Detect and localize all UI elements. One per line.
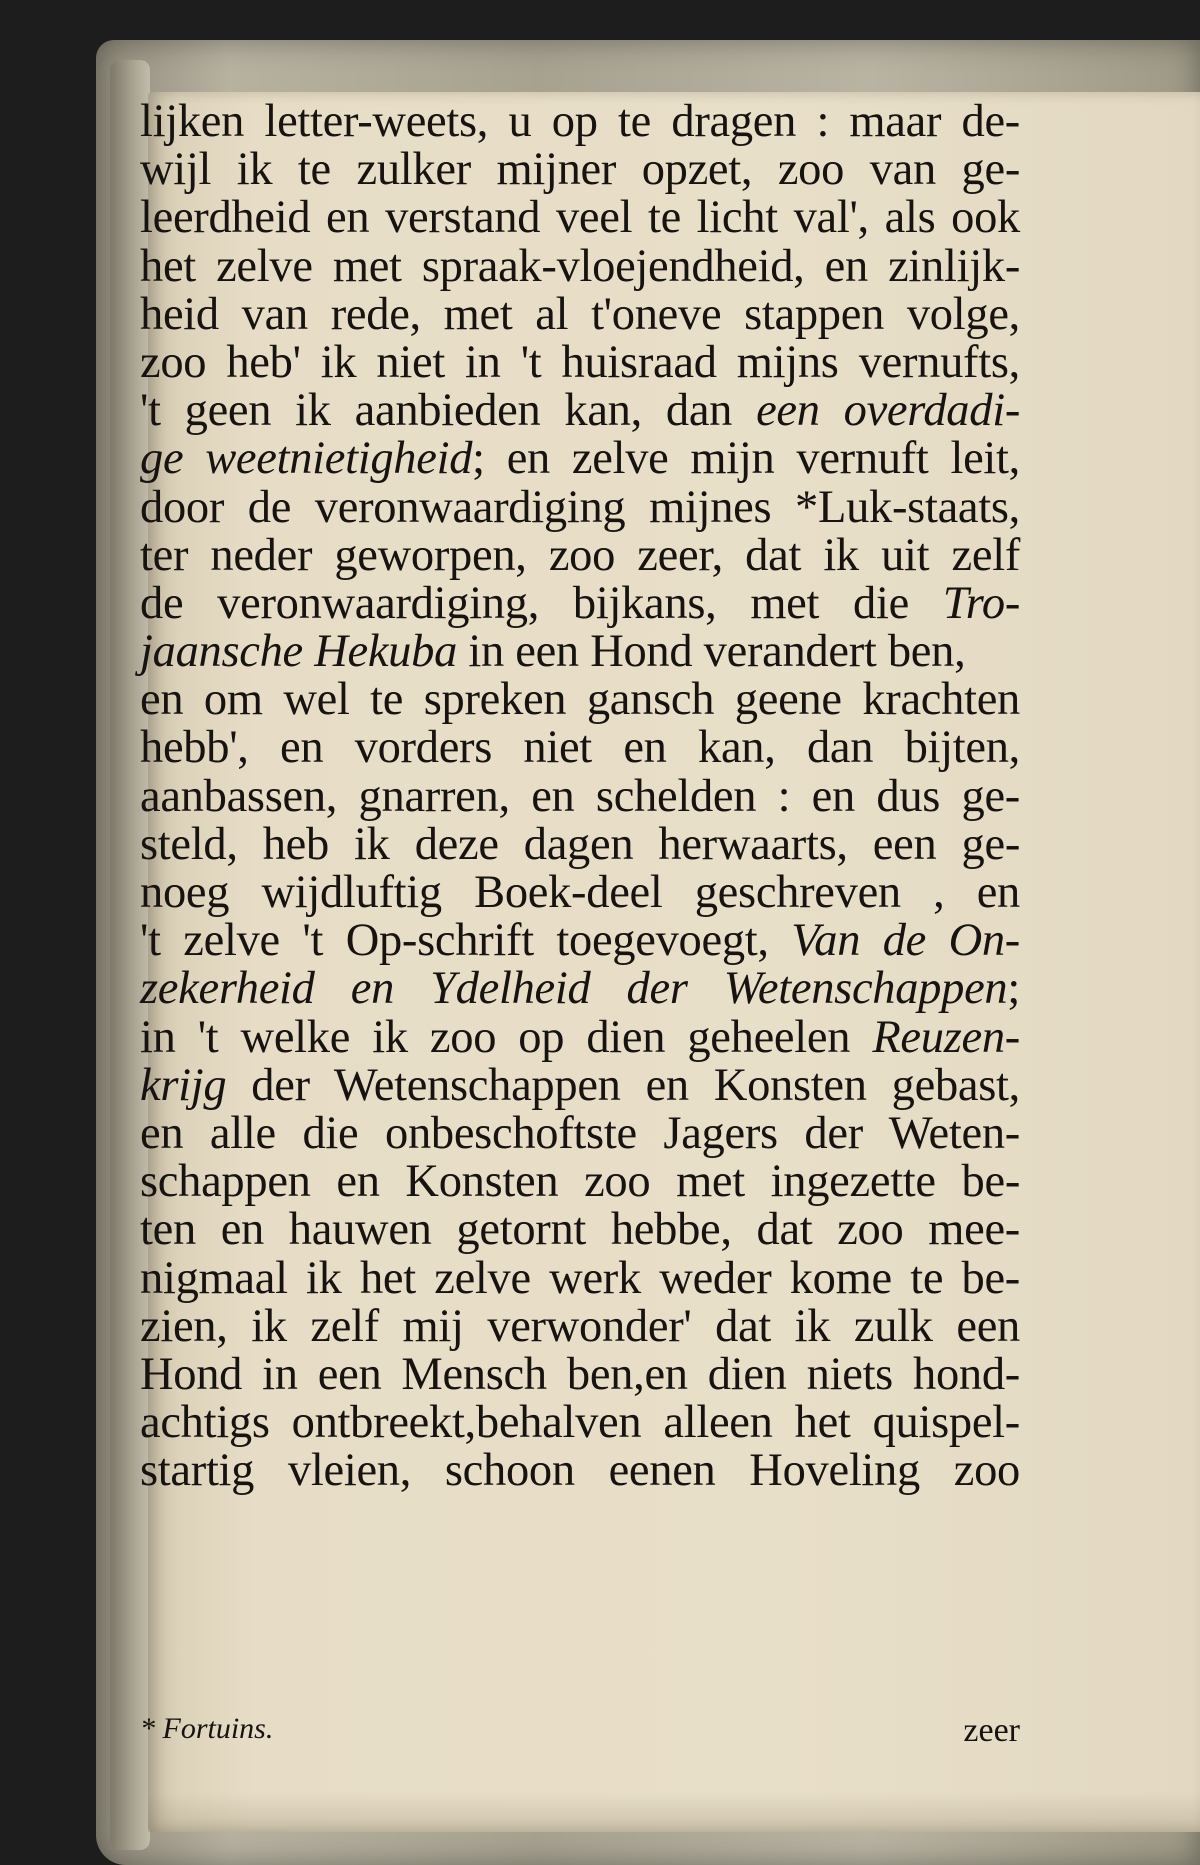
text-line <box>140 1300 1020 1352</box>
text-line <box>140 818 1020 870</box>
text-line <box>140 917 1020 965</box>
line-text: noeg wijdluftig Boek-deel geschreven , en <box>140 867 1020 918</box>
line-text: 't zelve 't Op-schrift toegevoegt, <box>140 915 792 967</box>
text-line <box>140 1059 1020 1111</box>
text-line <box>140 336 1020 388</box>
text-line <box>140 435 1020 483</box>
line-text: het zelve met spraak-vloejendheid, en zinlijk- <box>140 240 1020 292</box>
page-text <box>140 98 1020 1495</box>
text-line <box>140 529 1020 581</box>
line-text: zien, ik zelf mij verwonder' dat ik zulk een <box>140 1300 1020 1352</box>
catchword: zeer <box>963 1712 1020 1749</box>
text-line <box>140 577 1020 629</box>
text-line <box>140 1107 1020 1159</box>
line-text: ; <box>1007 963 1020 1015</box>
text-line <box>140 628 1020 676</box>
footnote: * Fortuins. <box>140 1712 274 1745</box>
line-text: Hond in een Mensch ben,en dien niets hond- <box>140 1348 1020 1400</box>
text-line <box>140 194 1020 242</box>
line-text: lijken letter-weets, u op te dragen : maar de- <box>140 96 1020 147</box>
text-line <box>140 676 1020 724</box>
text-line <box>140 98 1020 146</box>
text-line <box>140 869 1020 917</box>
italic-text: een overdadi- <box>756 385 1020 437</box>
line-text: nigmaal ik het zelve werk weder kome te be- <box>140 1252 1020 1304</box>
line-text: in een Hond verandert ben, <box>457 626 966 678</box>
text-line <box>140 1206 1020 1254</box>
line-text: door de veronwaardiging mijnes *Luk-staats, <box>140 481 1020 533</box>
line-text: en om wel te spreken gansch geene krachten <box>140 674 1020 726</box>
line-text: de veronwaardiging, bijkans, met die <box>140 577 943 629</box>
line-text: ter neder geworpen, zoo zeer, dat ik uit zelf <box>140 529 1020 581</box>
line-text: leerdheid en verstand veel te licht val', als ook <box>140 192 1020 244</box>
text-line <box>140 1011 1020 1063</box>
text-line <box>140 770 1020 822</box>
page-shadow <box>148 1792 1200 1832</box>
line-text: aanbassen, gnarren, en schelden : en dus ge- <box>140 770 1020 822</box>
text-line <box>140 1447 1020 1495</box>
line-text: heid van rede, met al t'oneve stappen volge, <box>140 288 1020 340</box>
text-line <box>140 965 1020 1013</box>
line-text: steld, heb ik deze dagen herwaarts, een ge- <box>140 818 1020 870</box>
text-line <box>140 1252 1020 1304</box>
text-line <box>140 724 1020 772</box>
text-line <box>140 146 1020 194</box>
italic-text: ge weetnietigheid <box>140 433 473 485</box>
text-line <box>140 1348 1020 1400</box>
text-line <box>140 288 1020 340</box>
text-line <box>140 481 1020 533</box>
line-text: ten en hauwen getornt hebbe, dat zoo mee- <box>140 1204 1020 1256</box>
line-text: startig vleien, schoon eenen Hoveling zoo <box>140 1445 1020 1497</box>
italic-text: krijg <box>140 1059 227 1111</box>
line-text: wijl ik te zulker mijner opzet, zoo van ge- <box>140 144 1020 196</box>
page-footer <box>140 1712 1020 1752</box>
line-text: schappen en Konsten zoo met ingezette be- <box>140 1156 1020 1208</box>
line-text: zoo heb' ik niet in 't huisraad mijns vernufts, <box>140 336 1020 388</box>
line-text: ; en zelve mijn vernuft leit, <box>472 433 1020 485</box>
text-line <box>140 1158 1020 1206</box>
line-text: der Wetenschappen en Konsten gebast, <box>226 1059 1020 1111</box>
line-text: in 't welke ik zoo op dien geheelen <box>140 1011 873 1063</box>
italic-text: Tro- <box>942 577 1020 629</box>
text-line <box>140 1399 1020 1447</box>
line-text: hebb', en vorders niet en kan, dan bijten, <box>140 722 1020 774</box>
line-text: en alle die onbeschoftste Jagers der Weten- <box>140 1107 1020 1159</box>
italic-text: Reuzen- <box>872 1011 1020 1063</box>
text-line <box>140 240 1020 292</box>
italic-text: Van de On- <box>791 915 1020 967</box>
text-line <box>140 387 1020 435</box>
line-text: 't geen ik aanbieden kan, dan <box>140 385 757 437</box>
line-text: achtigs ontbreekt,behalven alleen het quispel- <box>140 1397 1020 1449</box>
italic-text: zekerheid en Ydelheid der Wetenschappen <box>140 963 1008 1015</box>
italic-text: jaansche Hekuba <box>140 626 458 678</box>
